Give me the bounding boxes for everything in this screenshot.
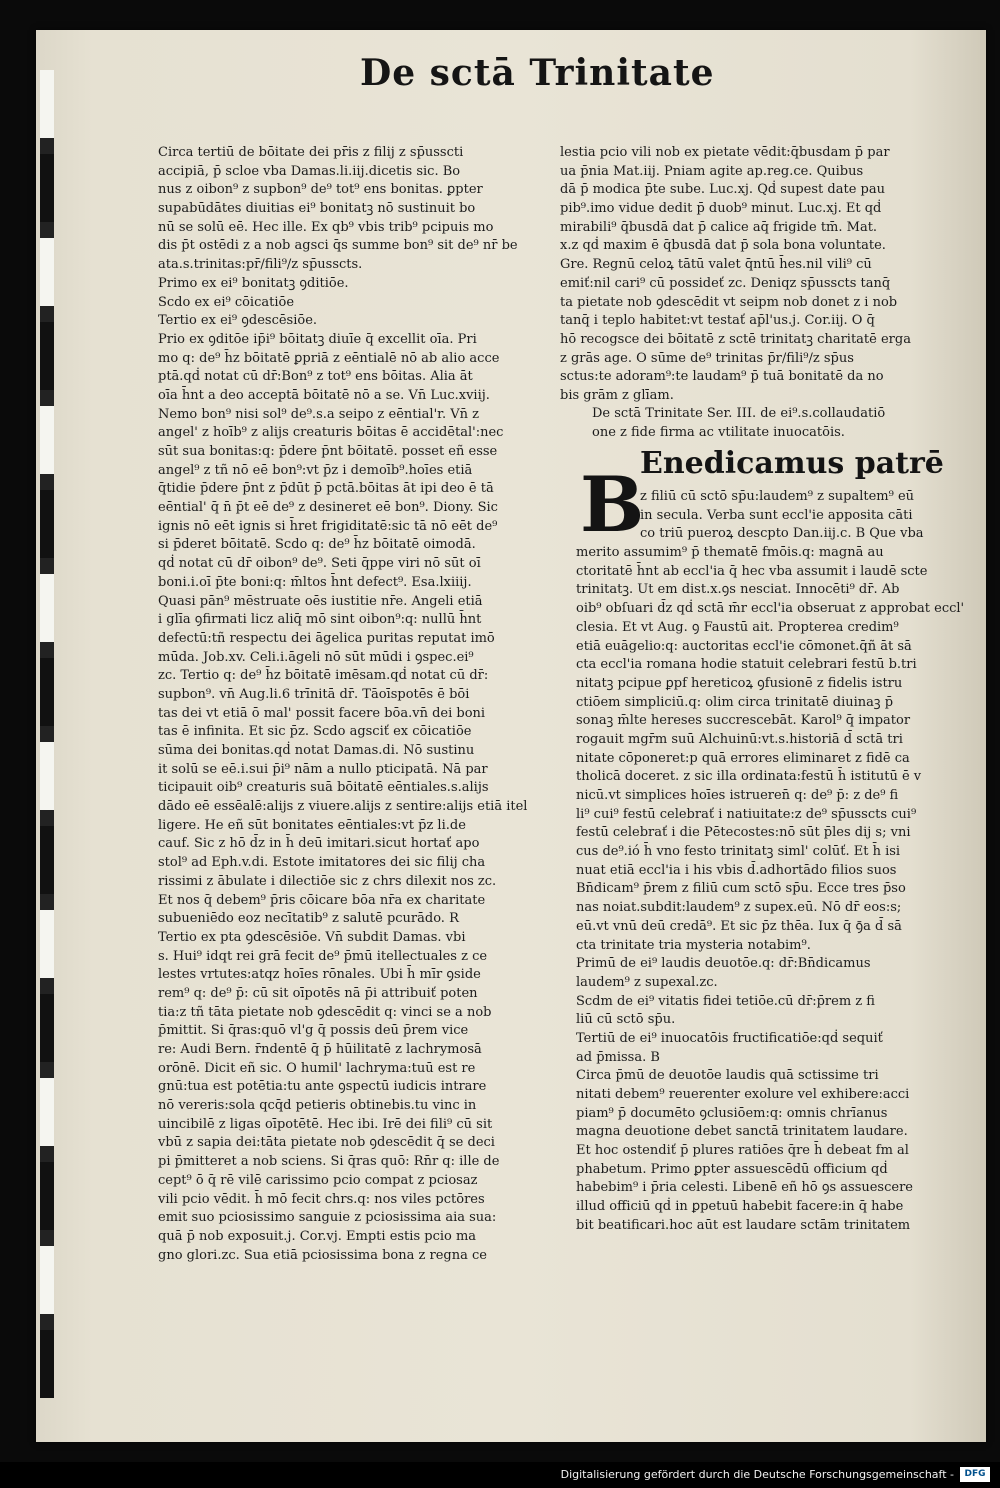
text-line: ctiōem simpliciū.q: olim circa trinitatē diuinaꝫ p̄: [576, 694, 894, 710]
text-line: boni.i.oī p̄te boni:q: m̄ltos h̄nt defect⁹. Esa.lxiiij.: [158, 574, 472, 590]
text-line: Primū de ei⁹ laudis deuotōe.q: dr̄:Bn̄dicamus: [576, 956, 871, 972]
text-line: sctus:te adoram⁹:te laudam⁹ p̄ tuā bonitatē da no: [560, 369, 884, 385]
text-line: sūma dei bonitas.qḋ notat Damas.di. Nō sustinu: [158, 743, 475, 758]
text-line: cta eccl'ia romana hodie statuit celebrari festū b.tri: [576, 657, 917, 673]
text-line: ctoritatē h̄nt ab eccl'ia q̄ hec vba assumit i laudē scte: [576, 563, 928, 579]
text-line: laudem⁹ z supexal.zc.: [576, 974, 718, 990]
running-title: De sctā Trinitate: [360, 52, 715, 94]
text-line: tia:z tñ tāta pietate nob ꝯdescēdit q: vinci se a nob: [158, 1004, 492, 1020]
text-line: vili pcio vēdit. h̄ mō fecit chrs.q: nos viles pctōres: [158, 1191, 485, 1207]
text-line: phabetum. Primo ꝑpter assuescēdū officium qḋ: [576, 1161, 888, 1177]
footer-bar: [0, 1462, 1000, 1488]
text-line: Circa p̄mū de deuotōe laudis quā sctissime tri: [576, 1068, 879, 1084]
text-line: rem⁹ q: de⁹ p̄: cū sit oīpotēs nā p̄i attribuiť poten: [158, 985, 478, 1001]
text-line: etiā euāgelio:q: auctoritas eccl'ie cōmonet.q̄ñ āt sā: [576, 638, 912, 654]
text-line: ata.s.trinitas:pr̄/fili⁹/z sp̄usscts.: [158, 257, 363, 273]
text-line: x.z qḋ maxim ē q̄busdā dat p̄ sola bona voluntate.: [560, 238, 886, 254]
text-line: cus de⁹.ió h̄ vno festo trinitatꝫ siml' colūť. Et h̄ isi: [576, 844, 901, 860]
text-line: oib⁹ obſuari d̄z qḋ sctā m̄r eccl'ia obseruat z approbat eccl': [576, 601, 965, 617]
text-line: bit beatificari.hoc aūt est laudare sctām trinitatem: [576, 1217, 911, 1233]
text-line: emit suo pciosissimo sanguie z pciosissima aia sua:: [158, 1210, 497, 1226]
text-line: Et nos q̄ debem⁹ p̄ris cōicare bōa nr̄a ex charitate: [158, 892, 486, 908]
text-line: it solū se eē.i.sui p̄i⁹ nām a nullo pticipatā. Nā par: [158, 761, 488, 777]
text-line: rogauit mgr̄m suū Alchuinū:vt.s.historiā d̄ sctā tri: [576, 731, 903, 747]
incipit: Enedicamus patrē: [640, 446, 944, 481]
text-line: festū celebrať i die Pētecostes:nō sūt p̄les dij s; vni: [576, 825, 911, 841]
text-line: re: Audi Bern. r̄ndentē q̄ p̄ hūilitatē z lachrymosā: [158, 1042, 482, 1057]
text-line: Scdm de ei⁹ vitatis fidei tetiōe.cū dr̄:p̄rem z fi: [576, 993, 875, 1009]
text-line: Primo ex ei⁹ bonitatꝫ ꝯditiōe.: [158, 275, 349, 291]
text-line: in secula. Verba sunt eccl'ie apposita cāti: [640, 507, 913, 523]
text-line: ptā.qḋ notat cū dr̄:Bon⁹ z tot⁹ ens bōitas. Alia āt: [158, 369, 473, 385]
text-line: clesia. Et vt Aug. ꝯ Faustū ait. Propterea credim⁹: [576, 619, 899, 635]
text-line: supabūdātes diuitias ei⁹ bonitatꝫ nō sustinuit bo: [158, 201, 476, 217]
text-line: z filiū cū sctō sp̄u:laudem⁹ z supaltem⁹ eū: [640, 489, 915, 504]
text-line: Tertio ex ei⁹ ꝯdescēsiōe.: [158, 313, 318, 329]
text-line: subueniēdo eoz necītatib⁹ z salutē pcurādo. R: [158, 911, 459, 927]
text-line: tas dei vt etiā ō mal' possit facere bōa.vn̄ dei boni: [158, 705, 486, 721]
text-line: dā p̄ modica p̄te sube. Luc.xj. Qḋ supest date pau: [560, 182, 885, 198]
text-line: lestia pcio vili nob ex pietate vēdit:q̄busdam p̄ par: [560, 145, 890, 160]
text-line: angel⁹ z tñ nō eē bon⁹:vt p̄z i demoīb⁹.hoīes etiā: [158, 462, 473, 478]
text-line: accipiā‚ p̄ scloe vba Damas.li.iij.dicetis sic. Bo: [158, 163, 461, 179]
text-line: Bn̄dicam⁹ p̄rem z filiū cum sctō sp̄u. Ecce tres p̄so: [576, 881, 906, 897]
text-line: li⁹ cui⁹ festū celebrať i natiuitate:z de⁹ sp̄usscts cui⁹: [576, 806, 917, 822]
text-line: eū.vt vnū deū credā⁹. Et sic p̄z thēa. Iux q̄ ꝯ̄a d̄ sā: [576, 918, 902, 934]
text-line: ticipauit oib⁹ creaturis suā bōitatē eēntiales.s.alijs: [158, 780, 489, 796]
text-line: cept⁹ ō q̄ rē vilē carissimo pcio compat z pciosaz: [158, 1172, 478, 1188]
text-line: Nemo bon⁹ nisi sol⁹ de⁹.s.a seipo z eēntial'r. Vn̄ z: [158, 406, 479, 422]
text-line: oīa h̄nt a deo acceptā bōitatē nō a se. Vn̄ Luc.xviij.: [158, 387, 490, 403]
text-line: Scdo ex ei⁹ cōicatiōe: [158, 294, 295, 310]
right-text-column-body: [576, 488, 965, 1233]
left-text-column: [158, 144, 568, 1263]
text-line: nuat etiā eccl'ia i his vbis d̄.adhortādo filios suos: [576, 862, 897, 878]
text-line: co triū pueroꝝ descpto Dan.iij.c. B Que vba: [640, 526, 924, 542]
text-line: magna deuotione debet sanctā trinitatem laudare.: [576, 1124, 908, 1140]
text-line: uincibilē z ligas oīpotētē. Hec ibi. Irē dei fili⁹ cū sit: [158, 1116, 493, 1132]
text-line: pib⁹.imo vidue dedit p̄ duob⁹ minut. Luc.xj. Et qḋ: [560, 201, 882, 217]
text-line: nitati debem⁹ reuerenter exolure vel exhibere:acci: [576, 1087, 910, 1102]
text-line: liū cū sctō sp̄u.: [576, 1012, 676, 1028]
text-line: dādo eē essēalē:alijs z viuere.alijs z sentire:alijs etiā itel: [158, 799, 528, 815]
text-line: nū se solū eē. Hec ille. Ex qb⁹ vbis trib⁹ pcipuis mo: [158, 219, 494, 235]
text-line: nas noiat.subdit:laudem⁹ z supex.eū. Nō dr̄ eos:s;: [576, 900, 902, 916]
text-line: nicū.vt simplices hoīes istrueren̄ q: de⁹ p̄: z de⁹ fi: [576, 788, 899, 803]
text-line: Circa tertiū de bōitate dei pr̄is z filij z sp̄usscti: [158, 145, 464, 160]
text-line: defectū:tñ respectu dei āgelica puritas reputat imō: [158, 630, 495, 646]
text-line: bis grām z glīam.: [560, 387, 674, 403]
text-line: gno glori.zc. Sua etiā pciosissima bona z regna ce: [158, 1247, 487, 1263]
text-line: trinitatꝫ. Ut em dist.x.ꝯs nesciat. Innocēti⁹ dr̄. Ab: [576, 582, 900, 598]
text-line: stol⁹ ad Eph.v.di. Estote imitatores dei sic filij cha: [158, 855, 486, 871]
text-line: quā p̄ nob exposuit.j. Cor.vj. Empti estis pcio ma: [158, 1228, 477, 1244]
text-line: Gre. Regnū celoꝝ tātū valet q̄ntū h̄es.nil vili⁹ cū: [560, 257, 872, 273]
text-line: ua p̄nia Mat.iij. Pniam agite ap.reg.ce. Quibus: [560, 163, 864, 179]
text-line: cta trinitate tria mysteria notabim⁹.: [576, 937, 811, 953]
text-line: nitatꝫ pcipue ꝑpf hereticoꝝ ꝯfusionē z fidelis istru: [576, 675, 903, 691]
initial-letter: B: [580, 460, 645, 549]
text-line: p̄mittit. Si q̄ras:quō vl'g q̄ possis deū p̄rem vice: [158, 1023, 469, 1039]
text-line: mirabili⁹ q̄busdā dat p̄ calice aq̄ frigide tm̄. Mat.: [560, 219, 878, 235]
text-line: angel' z hoīb⁹ z alijs creaturis bōitas ē accidētal':nec: [158, 425, 504, 441]
text-line: vbū z sapia dei:tāta pietate nob ꝯdescēdit q̄ se deci: [158, 1135, 495, 1151]
text-line: ad p̄missa. B: [576, 1049, 660, 1065]
text-line: merito assumim⁹ p̄ thematē fmōis.q: magnā au: [576, 545, 884, 561]
text-line: mo q: de⁹ h̄z bōitatē ꝑpriā z eēntialē nō ab alio acce: [158, 350, 500, 366]
text-line: tholicā doceret. z sic illa ordinata:festū h̄ istitutū ē v: [576, 769, 922, 785]
text-line: tanq̄ i teplo habitet:vt testať ap̄l'us.j. Cor.iij. O q̄: [560, 313, 875, 329]
text-line: emiť:nil cari⁹ cū possideť zc. Deniqz sp̄usscts tanq̄: [560, 275, 891, 291]
text-line: sonaꝫ m̄lte hereses succrescebāt. Karol⁹ q̄ impator: [576, 713, 911, 729]
text-line: nō vereris:sola qcq̄d petieris obtinebis.tu vinc in: [158, 1098, 477, 1114]
text-line: pi p̄mitteret a nob sciens. Si q̄ras quō: Rn̄r q: ille de: [158, 1154, 500, 1170]
text-line: i glīa ꝯfirmati licz aliq̄ mō sint oibon⁹:q: nullū h̄nt: [158, 612, 482, 628]
text-line: habebim⁹ i p̄ria celesti. Libenē eñ hō ꝯs assuescere: [576, 1180, 913, 1196]
text-line: Quasi pān⁹ mēstruate oēs iustitie nr̄e. Angeli etiā: [158, 593, 483, 609]
text-line: Tertio ex pta ꝯdescēsiōe. Vn̄ subdit Damas. vbi: [158, 929, 466, 945]
text-line: gnū:tua est potētia:tu ante ꝯspectū iudicis intrare: [158, 1079, 487, 1095]
text-line: ignis nō eēt ignis si h̄ret frigiditatē:sic tā nō eēt de⁹: [158, 518, 498, 534]
text-line: Et hoc ostendiť p̄ plures ratiōes q̄re h̄ debeat fm al: [576, 1143, 909, 1159]
text-line: nus z oibon⁹ z supbon⁹ de⁹ tot⁹ ens bonitas. ꝑpter: [158, 182, 483, 198]
text-line: Prio ex ꝯditōe ip̄i⁹ bōitatꝫ diuīe q̄ excellit oīa. Pri: [158, 331, 477, 347]
text-line: cauf. Sic z hō d̄z in h̄ deū imitari.sicut hortať apo: [158, 836, 480, 852]
text-line: eēntial' q̄ n̄ p̄t eē de⁹ z desineret eē bon⁹. Diony. Sic: [158, 500, 498, 516]
text-line: tas ē infinita. Et sic p̄z. Scdo agsciť ex cōicatiōe: [158, 724, 472, 740]
text-line: hō recogsce dei bōitatē z sctē trinitatꝫ charitatē erga: [560, 331, 911, 347]
sermon-heading: [592, 404, 942, 442]
right-text-column-top: [560, 144, 940, 404]
text-line: zc. Tertio q: de⁹ h̄z bōitatē imēsam.qḋ notat cū dr̄:: [158, 668, 489, 684]
text-line: orōnē. Dicit eñ sic. O humil' lachryma:tuū est re: [158, 1060, 476, 1076]
text-line: q̄tidie p̄dere p̄nt z p̄dūt p̄ pctā.bōitas āt ipi deo ē tā: [158, 481, 494, 497]
text-line: rissimi z ābulate i dilectiōe sic z chrs dilexit nos zc.: [158, 873, 497, 889]
text-line: ta pietate nob ꝯdescēdit vt seipm nob donet z i nob: [560, 294, 898, 310]
funding-credit: Digitalisierung gefördert durch die Deutsche Forschungsgemeinschaft -: [560, 1468, 954, 1481]
text-line: z grās age. O sūme de⁹ trinitas p̄r/fili⁹/z sp̄us: [560, 350, 854, 366]
text-line: lestes vrtutes:atqz hoīes rōnales. Ubi h̄ mīr ꝯside: [158, 967, 481, 983]
text-line: ligere. He eñ sūt bonitates eēntiales:vt p̄z li.de: [158, 817, 466, 833]
dfg-logo: DFG: [960, 1467, 990, 1482]
scale-ruler: [40, 70, 54, 1430]
text-line: nitate cōponeret:p quā errores eliminaret z fidē ca: [576, 750, 910, 766]
text-line: De sctā Trinitate Ser. III. de ei⁹.s.collaudatiō: [592, 406, 886, 421]
text-line: mūda. Job.xv. Celi.i.āgeli nō sūt mūdi i ꝯspec.ei⁹: [158, 649, 474, 665]
text-line: supbon⁹. vn̄ Aug.li.6 trīnitā dr̄. Tāoīspotēs ē bōi: [158, 686, 470, 702]
text-line: si p̄deret bōitatē. Scdo q: de⁹ h̄z bōitatē oimodā.: [158, 537, 476, 553]
text-line: piam⁹ p̄ documēto ꝯclusiōem:q: omnis chrīanus: [576, 1105, 888, 1121]
text-line: sūt sua bonitas:q: p̄dere p̄nt bōitatē. posset eñ esse: [158, 444, 498, 459]
text-line: one z fide firma ac vtilitate inuocatōis.: [592, 425, 845, 440]
text-line: Tertiū de ei⁹ inuocatōis fructificatiōe:qḋ sequiť: [576, 1030, 883, 1046]
text-line: dis p̄t ostēdi z a nob agsci q̄s summe bon⁹ sit de⁹ nr̄ be: [158, 238, 518, 254]
text-line: s. Hui⁹ idqt rei grā fecit de⁹ p̄mū itellectuales z ce: [158, 948, 488, 964]
text-line: illud officiū qḋ in ꝑpetuū habebit facere:in q̄ habe: [576, 1199, 904, 1215]
text-line: qḋ notat cū dr̄ oibon⁹ de⁹. Seti q̄ppe viri nō sūt oī: [158, 556, 481, 572]
